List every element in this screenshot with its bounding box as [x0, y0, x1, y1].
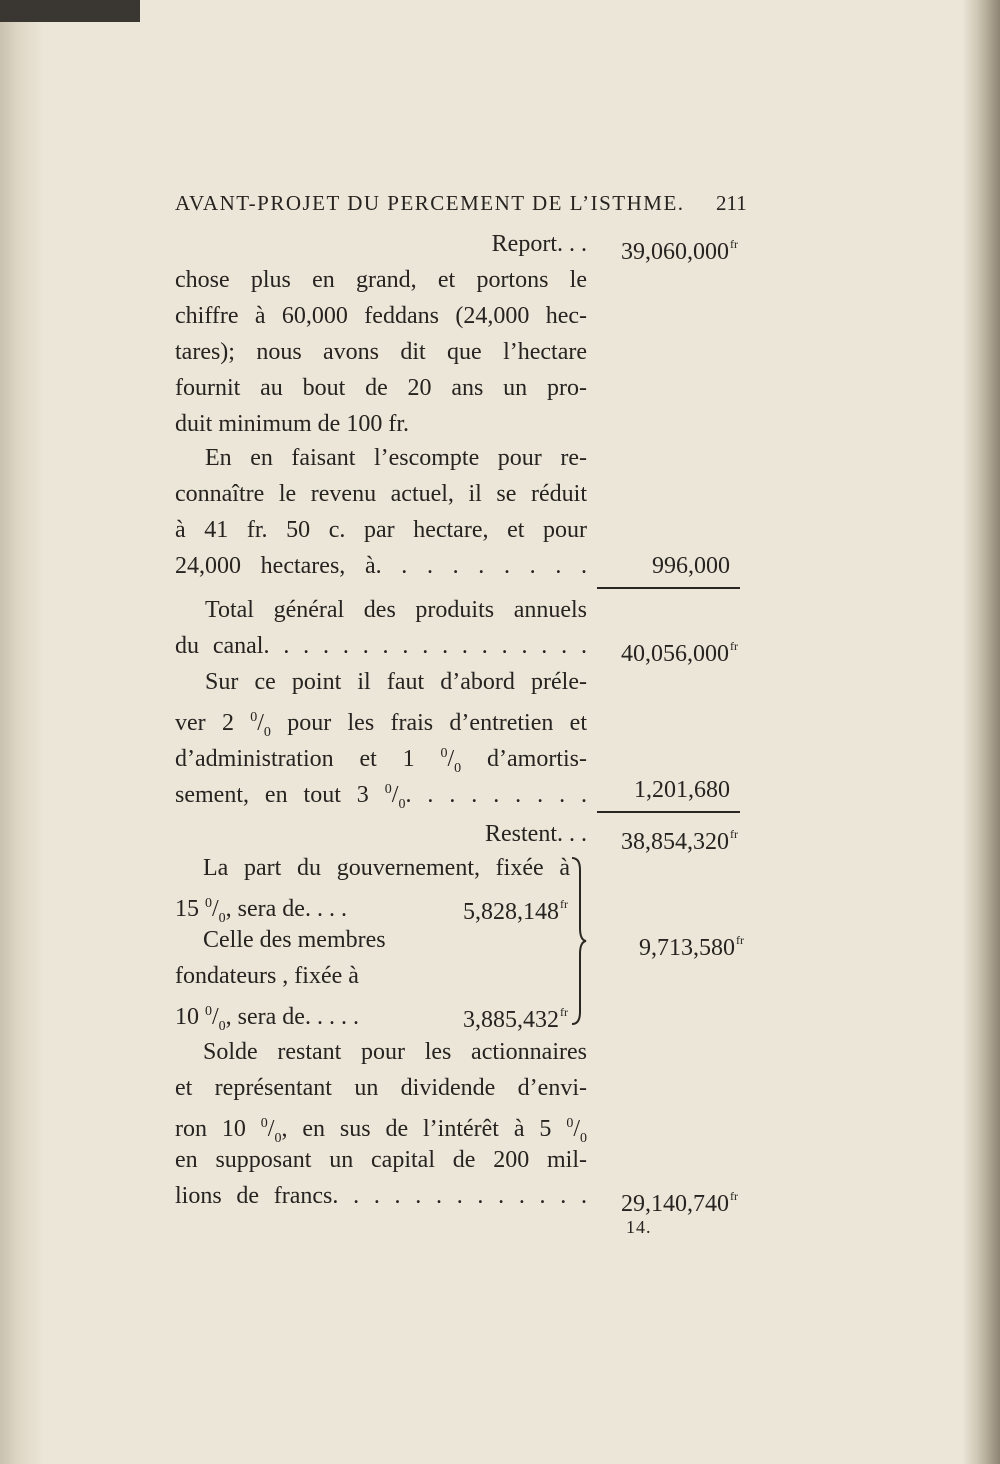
para2-amount: 996,000 [652, 553, 730, 579]
para1-line: duit minimum de 100 fr. [175, 411, 409, 437]
deduction-line: sement, en tout 3 $^0/_0$. . . . . . . . . [175, 782, 588, 812]
report-label: Report. . . [491, 231, 587, 257]
sum-rule [597, 587, 740, 589]
running-title: AVANT-PROJET DU PERCEMENT DE L’ISTHME. [175, 191, 685, 215]
para1-line: fournit au bout de 20 ans un pro- [175, 375, 587, 401]
page-edges [962, 0, 1000, 1464]
deduction-line: ver 2 $^0/_0$ pour les frais d’entretien et [175, 710, 587, 740]
para2-line: connaître le revenu actuel, il se réduit [175, 481, 587, 507]
combined-share-amount: $9,713,580^{fr}$ [639, 933, 744, 961]
solde-amount: $29,140,740^{fr}$ [621, 1189, 738, 1217]
deduction-line: d’administration et 1 $^0/_0$ d’amortis- [175, 746, 587, 776]
share-line: La part du gouvernement, fixée à [203, 855, 570, 881]
para1-line: chose plus en grand, et portons le [175, 267, 587, 293]
total-amount: $40,056,000^{fr}$ [621, 639, 738, 667]
para1-line: chiffre à 60,000 feddans (24,000 hec- [175, 303, 587, 329]
para2-line: En en faisant l’escompte pour re- [205, 445, 587, 471]
curly-brace [568, 856, 588, 1026]
solde-line: Solde restant pour les actionnaires [203, 1039, 587, 1065]
restent-amount: $38,854,320^{fr}$ [621, 827, 738, 855]
signature-mark: 14. [626, 1217, 652, 1237]
total-line: du canal. . . . . . . . . . . . . . . . . [175, 633, 587, 659]
para2-line: à 41 fr. 50 c. par hectare, et pour [175, 517, 587, 543]
deduction-amount: 1,201,680 [634, 777, 730, 803]
share-line: 15 $^0/_0$, sera de. . . . [175, 896, 347, 926]
sum-rule [597, 811, 740, 813]
restent-label: Restent. . . [485, 821, 587, 847]
share-line: Celle des membres [203, 927, 386, 953]
book-gutter [0, 0, 44, 1464]
page-number: 211 [716, 191, 747, 215]
para2-line: 24,000 hectares, à. . . . . . . . . [175, 553, 587, 579]
share-line: fondateurs , fixée à [175, 963, 359, 989]
solde-line: lions de francs. . . . . . . . . . . . . [175, 1183, 587, 1209]
gov-share-amount: $5,828,148^{fr}$ [463, 897, 568, 925]
deduction-line: Sur ce point il faut d’abord préle- [205, 669, 587, 695]
solde-line: ron 10 $^0/_0$, en sus de l’intérêt à 5 $^0/_0$ [175, 1116, 587, 1146]
total-line: Total général des produits annuels [205, 597, 587, 623]
solde-line: et représentant un dividende d’envi- [175, 1075, 587, 1101]
report-amount: $39,060,000^{fr}$ [621, 237, 738, 265]
para1-line: tares); nous avons dit que l’hectare [175, 339, 587, 365]
founders-share-amount: $3,885,432^{fr}$ [463, 1005, 568, 1033]
cover-edge [0, 0, 140, 22]
solde-line: en supposant un capital de 200 mil- [175, 1147, 587, 1173]
share-line: 10 $^0/_0$, sera de. . . . . [175, 1004, 359, 1034]
